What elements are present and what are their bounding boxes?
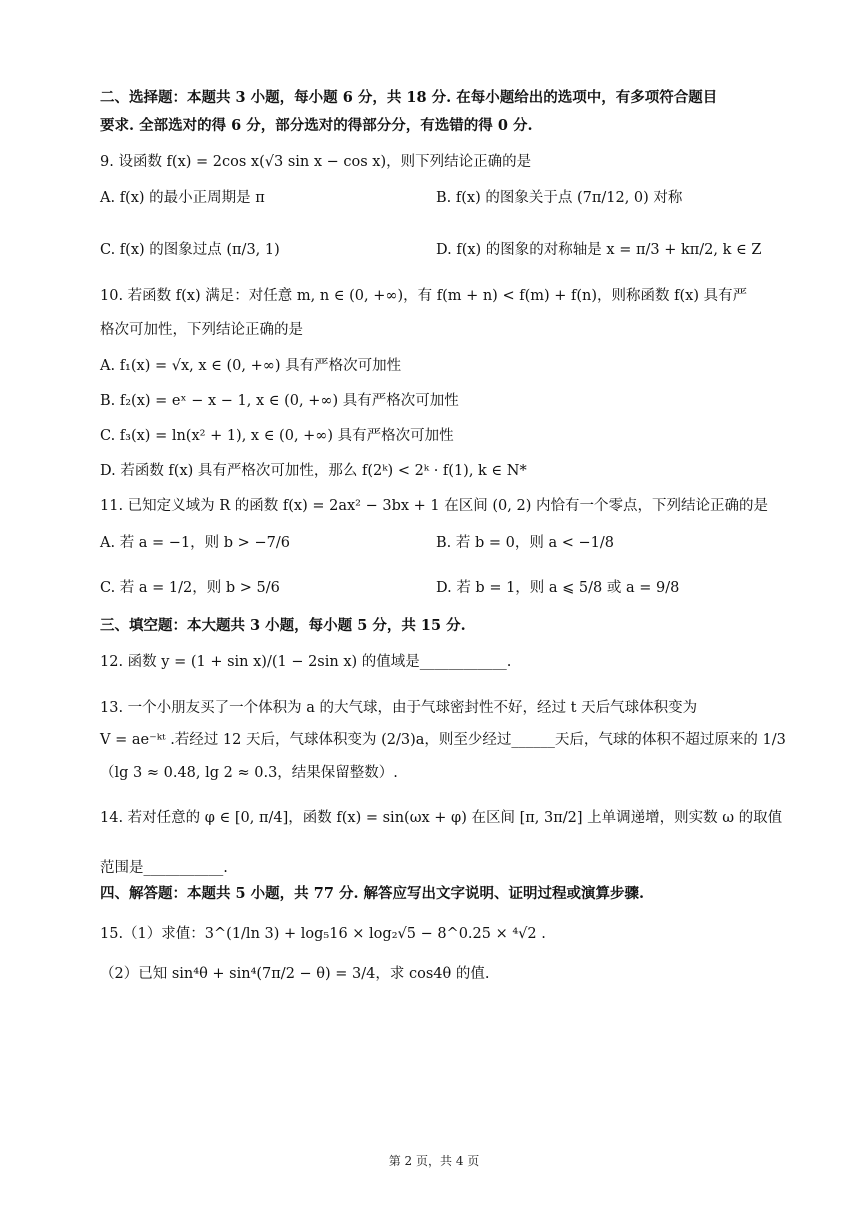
q12-text: 12. 函数 y = (1 + sin x)/(1 − 2sin x) 的值域是____________. [100, 654, 512, 670]
page-footer: 第 2 页，共 4 页 [388, 1154, 480, 1168]
q11-stem: 11. 已知定义域为 R 的函数 f(x) = 2ax² − 3bx + 1 在区间 (0, 2) 内恰有一个零点，下列结论正确的是 [100, 498, 768, 514]
section3-heading: 三、填空题：本大题共 3 小题，每小题 5 分，共 15 分. [100, 617, 466, 634]
q10-option-c: C. f₃(x) = ln(x² + 1), x ∈ (0, +∞) 具有严格次可加性 [100, 428, 454, 444]
q15-part2: （2）已知 sin⁴θ + sin⁴(7π/2 − θ) = 3/4，求 cos4θ 的值. [100, 966, 490, 982]
q9-stem: 9. 设函数 f(x) = 2cos x(√3 sin x − cos x)，则下列结论正确的是 [100, 154, 532, 170]
section4-heading: 四、解答题：本题共 5 小题，共 77 分. 解答应写出文字说明、证明过程或演算步骤. [100, 885, 645, 902]
q10-option-d: D. 若函数 f(x) 具有严格次可加性，那么 f(2ᵏ) < 2ᵏ · f(1), k ∈ N* [100, 463, 527, 479]
q14-line1: 14. 若对任意的 φ ∈ [0, π/4]，函数 f(x) = sin(ωx + φ) 在区间 [π, 3π/2] 上单调递增，则实数 ω 的取值 [100, 810, 783, 826]
q13-line3: （lg 3 ≈ 0.48, lg 2 ≈ 0.3，结果保留整数）. [100, 765, 398, 781]
q10-option-a: A. f₁(x) = √x, x ∈ (0, +∞) 具有严格次可加性 [100, 358, 402, 374]
q11-option-d: D. 若 b = 1，则 a ⩽ 5/8 或 a = 9/8 [436, 580, 680, 596]
q10-stem-line2: 格次可加性，下列结论正确的是 [100, 322, 303, 338]
q14-line2: 范围是___________. [100, 860, 228, 876]
q9-option-c: C. f(x) 的图象过点 (π/3, 1) [100, 242, 280, 258]
q15-part1: 15.（1）求值：3^(1/ln 3) + log₅16 × log₂√5 − 8^0.25 × ⁴√2 . [100, 926, 546, 942]
q13-line2: V = ae⁻ᵏᵗ .若经过 12 天后，气球体积变为 (2/3)a，则至少经过______天后，气球的体积不超过原来的 1/3 [100, 732, 786, 748]
q10-stem-line1: 10. 若函数 f(x) 满足：对任意 m, n ∈ (0, +∞)，有 f(m + n) < f(m) + f(n)，则称函数 f(x) 具有严 [100, 288, 748, 304]
q9-option-b: B. f(x) 的图象关于点 (7π/12, 0) 对称 [436, 190, 683, 206]
q9-option-a: A. f(x) 的最小正周期是 π [100, 190, 265, 206]
q10-option-b: B. f₂(x) = eˣ − x − 1, x ∈ (0, +∞) 具有严格次可加性 [100, 393, 459, 409]
q13-line1: 13. 一个小朋友买了一个体积为 a 的大气球，由于气球密封性不好，经过 t 天后气球体积变为 [100, 700, 698, 716]
q11-option-c: C. 若 a = 1/2，则 b > 5/6 [100, 580, 280, 596]
q11-option-b: B. 若 b = 0，则 a < −1/8 [436, 535, 614, 551]
section2-heading-line1: 二、选择题：本题共 3 小题，每小题 6 分，共 18 分. 在每小题给出的选项中，有多项符合题目 [100, 89, 718, 106]
q9-option-d: D. f(x) 的图象的对称轴是 x = π/3 + kπ/2, k ∈ Z [436, 242, 762, 258]
section2-heading-line2: 要求. 全部选对的得 6 分，部分选对的得部分分，有选错的得 0 分. [100, 117, 533, 134]
q11-option-a: A. 若 a = −1，则 b > −7/6 [100, 535, 290, 551]
